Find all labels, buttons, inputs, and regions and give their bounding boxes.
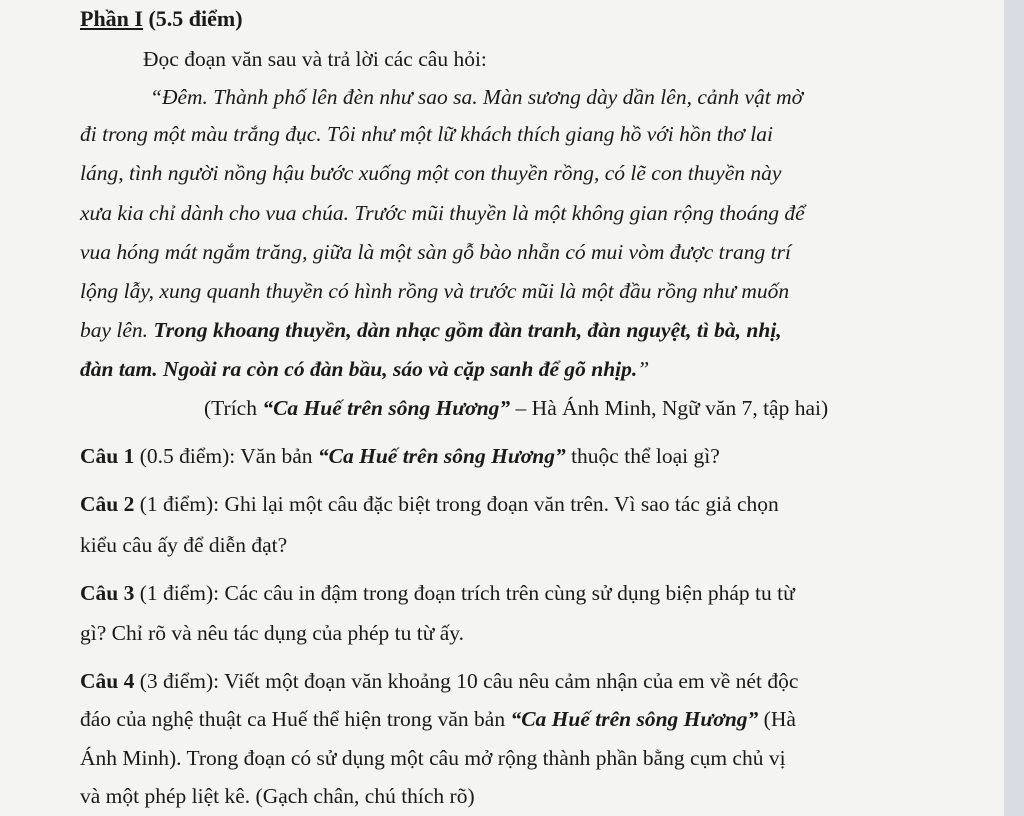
question-3-text-1: (1 điểm): Các câu in đậm trong đoạn trích trên cùng sử dụng biện pháp tu từ [134, 581, 795, 605]
passage-line-1: “Đêm. Thành phố lên đèn như sao sa. Màn sương dày dần lên, cảnh vật mờ [150, 85, 804, 109]
passage-line-5: vua hóng mát ngắm trăng, giữa là một sàn gỗ bào nhẵn có mui vòm được trang trí [80, 240, 791, 264]
passage-line-3: láng, tình người nồng hậu bước xuống một con thuyền rồng, có lẽ con thuyền này [80, 161, 782, 185]
passage-line-6: lộng lẫy, xung quanh thuyền có hình rồng và trước mũi là một đầu rồng như muốn [80, 279, 790, 303]
instruction-text: Đọc đoạn văn sau và trả lời các câu hỏi: [143, 47, 487, 71]
passage-line-4: xưa kia chỉ dành cho vua chúa. Trước mũi thuyền là một không gian rộng thoáng để [80, 201, 805, 225]
question-2-text-1: (1 điểm): Ghi lại một câu đặc biệt trong đoạn văn trên. Vì sao tác giả chọn [134, 492, 779, 516]
question-4-label: Câu 4 [80, 669, 135, 693]
question-1-title: “Ca Huế trên sông Hương” [317, 444, 566, 468]
window-edge [1004, 0, 1024, 816]
question-4-line-4: và một phép liệt kê. (Gạch chân, chú thích rõ) [80, 784, 475, 808]
question-2-line-1 [80, 491, 779, 517]
question-1-text-b: thuộc thể loại gì? [565, 444, 720, 468]
question-1 [80, 443, 720, 469]
source-prefix: (Trích [204, 396, 263, 420]
question-4-line-1 [80, 668, 798, 694]
part-points: (5.5 điểm) [148, 6, 243, 31]
question-1-text-a: (0.5 điểm): Văn bản [134, 444, 318, 468]
source-citation [204, 395, 828, 421]
question-4-text-2b: (Hà [758, 707, 796, 731]
question-2-label: Câu 2 [80, 492, 135, 516]
passage-line-8 [80, 356, 649, 382]
question-3-line-1 [80, 580, 795, 606]
passage-closing-quote: ” [637, 357, 650, 381]
passage-bold-sentence-2: đàn tam. Ngoài ra còn có đàn bầu, sáo và cặp sanh để gõ nhịp. [80, 357, 638, 381]
question-1-label: Câu 1 [80, 444, 135, 468]
part-title: Phần I [80, 6, 143, 31]
question-4-text-2a: đáo của nghệ thuật ca Huế thể hiện trong văn bản [80, 707, 511, 731]
question-3-label: Câu 3 [80, 581, 135, 605]
question-4-title: “Ca Huế trên sông Hương” [510, 707, 759, 731]
source-suffix: – Hà Ánh Minh, Ngữ văn 7, tập hai) [510, 396, 829, 420]
section-heading [80, 6, 243, 32]
source-title: “Ca Huế trên sông Hương” [262, 396, 511, 420]
passage-bold-sentence-1: Trong khoang thuyền, dàn nhạc gồm đàn tranh, đàn nguyệt, tì bà, nhị, [153, 318, 782, 342]
question-4-line-2 [80, 706, 796, 732]
question-3-line-2: gì? Chỉ rõ và nêu tác dụng của phép tu từ ấy. [80, 621, 465, 645]
question-4-text-1: (3 điểm): Viết một đoạn văn khoảng 10 câu nêu cảm nhận của em về nét độc [134, 669, 799, 693]
passage-line-7-plain: bay lên. [80, 318, 154, 342]
passage-line-7 [80, 317, 782, 343]
passage-line-2: đi trong một màu trắng đục. Tôi như một lữ khách thích giang hồ với hồn thơ lai [80, 122, 773, 146]
question-2-line-2: kiểu câu ấy để diễn đạt? [80, 533, 288, 557]
question-4-line-3: Ánh Minh). Trong đoạn có sử dụng một câu mở rộng thành phần bằng cụm chủ vị [80, 746, 786, 770]
